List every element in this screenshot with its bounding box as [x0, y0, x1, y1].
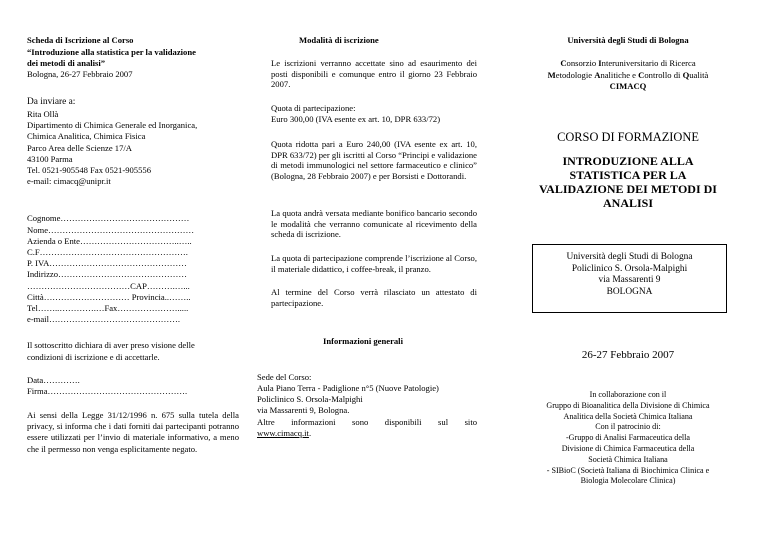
venue-line: Policlinico S. Orsola-Malpighi: [257, 394, 363, 404]
collab-line: Società Chimica Italiana: [588, 454, 668, 464]
website-link[interactable]: www.cimacq.it: [257, 428, 309, 438]
payment-paragraph: La quota andrà versata mediante bonifico bancario secondo le modalità che verranno comunicate al ricevimento della scheda di iscrizione.: [271, 208, 477, 240]
course-name-line-1: “Introduzione alla statistica per la validazione: [27, 47, 196, 57]
section-heading-general-info: Informazioni generali: [323, 336, 403, 346]
field-email[interactable]: e-mail……………………………………….: [27, 314, 181, 324]
consortium-line-2: Metodologie Analitiche e Controllo di Qualità: [547, 70, 709, 80]
field-cf[interactable]: C.F…………………………………………….: [27, 247, 188, 257]
send-to-label: Da inviare a:: [27, 97, 76, 107]
collaboration-block: [503, 390, 753, 487]
field-piva[interactable]: P. IVA…………………………………………: [27, 258, 187, 268]
address-line: 43100 Parma: [27, 154, 73, 164]
field-indirizzo[interactable]: Indirizzo………………………………………: [27, 269, 187, 279]
venue-line: Sede del Corso:: [257, 372, 312, 382]
field-data[interactable]: Data………….: [27, 375, 80, 385]
address-line: Tel. 0521-905548 Fax 0521-905556: [27, 165, 151, 175]
collab-line: Gruppo di Bioanalitica della Divisione di Chimica: [546, 400, 710, 410]
course-name-line-2: dei metodi di analisi”: [27, 58, 106, 68]
fee-amount: Euro 300,00 (IVA esente ex art. 10, DPR 633/72): [271, 114, 441, 124]
consortium-line-1: Consorzio Interuniversitario di Ricerca: [560, 58, 696, 68]
address-line: Parco Area delle Scienze 17/A: [27, 143, 132, 153]
collab-line: -Gruppo di Analisi Farmaceutica della: [565, 433, 691, 443]
collab-line: Analitica della Società Chimica Italiana: [563, 411, 693, 421]
field-tel-fax[interactable]: Tel……..………….…Fax………………….....: [27, 303, 189, 313]
course-title-line: ANALISI: [602, 196, 653, 210]
university-name: Università degli Studi di Bologna: [567, 35, 689, 45]
website-line: [257, 428, 311, 439]
registration-paragraph: Le iscrizioni verranno accettate sino ad esaurimento dei posti disponibili e comunque entro il giorno 23 Febbraio 2007.: [271, 58, 477, 90]
field-citta-provincia[interactable]: Città………………………… Provincia..……..: [27, 292, 191, 302]
field-azienda[interactable]: Azienda o Ente……………………………..…..: [27, 236, 192, 246]
certificate-paragraph: Al termine del Corso verrà rilasciato un attestato di partecipazione.: [271, 287, 477, 308]
address-line: Rita Ollà: [27, 109, 59, 119]
website-period: .: [308, 428, 312, 438]
place-date: Bologna, 26-27 Febbraio 2007: [27, 69, 133, 79]
fee-includes-paragraph: La quota di partecipazione comprende l’iscrizione al Corso, il materiale didattico, i coffee-break, il pranzo.: [271, 253, 477, 274]
course-type: CORSO DI FORMAZIONE: [557, 130, 699, 144]
collab-line: - SIBioC (Società Italiana di Biochimica Clinica e: [546, 465, 710, 475]
declaration-line-2: condizioni di iscrizione e di accettarle.: [27, 352, 160, 362]
venue-line: Aula Piano Terra - Padiglione n°5 (Nuove Patologie): [257, 383, 439, 393]
more-info-text: Altre informazioni sono disponibili sul sito: [257, 417, 477, 427]
field-nome[interactable]: Nome……………………………………………: [27, 225, 195, 235]
venue-box-line: via Massarenti 9: [598, 275, 661, 286]
address-line: Chimica Analitica, Chimica Fisica: [27, 131, 146, 141]
section-heading-registration: Modalità di iscrizione: [299, 35, 379, 45]
course-dates: 26-27 Febbraio 2007: [581, 349, 675, 361]
address-line: Dipartimento di Chimica Generale ed Inorganica,: [27, 120, 198, 130]
fee-label: Quota di partecipazione:: [271, 103, 356, 113]
course-title-line: INTRODUZIONE ALLA: [562, 154, 694, 168]
collab-line: Divisione di Chimica Farmaceutica della: [561, 443, 695, 453]
cimacq-acronym: CIMACQ: [609, 81, 647, 91]
venue-box-line: Università degli Studi di Bologna: [566, 252, 693, 262]
form-title: Scheda di Iscrizione al Corso: [27, 35, 134, 45]
field-firma[interactable]: Firma………………………………………….: [27, 386, 188, 396]
declaration-line-1: Il sottoscritto dichiara di aver preso visione delle: [27, 340, 195, 350]
course-title-line: STATISTICA PER LA: [569, 168, 687, 182]
field-cap[interactable]: ………………………………CAP……….…...: [27, 281, 190, 291]
field-cognome[interactable]: Cognome………………………………………: [27, 213, 190, 223]
collab-line: Biologia Molecolare Clinica): [580, 476, 676, 486]
venue-line: via Massarenti 9, Bologna.: [257, 405, 350, 415]
collab-line: Con il patrocinio di:: [595, 422, 661, 432]
reduced-fee-paragraph: Quota ridotta pari a Euro 240,00 (IVA esente ex art. 10, DPR 633/72) per gli iscritti al Corso “Principi e validazione di metodi immunologici nel settore farmaceutico e clinico” (Bologna, 28 Febbraio 2007) e per Borsisti e Dottorandi.: [271, 139, 477, 181]
privacy-notice: Ai sensi della Legge 31/12/1996 n. 675 sulla tutela della privacy, si informa che i dati forniti dai partecipanti potranno essere utilizzati per l’invio di materiale informativo, a meno che il permesso non venga esplicitamente negato.: [27, 410, 239, 454]
collab-line: In collaborazione con il: [589, 390, 667, 399]
email-address: e-mail: cimacq@unipr.it: [27, 176, 111, 186]
venue-box-line: Policlinico S. Orsola-Malpighi: [571, 263, 688, 274]
venue-box-line: BOLOGNA: [606, 286, 653, 297]
venue-box: [532, 244, 727, 313]
course-title-line: VALIDAZIONE DEI METODI DI: [539, 182, 717, 196]
